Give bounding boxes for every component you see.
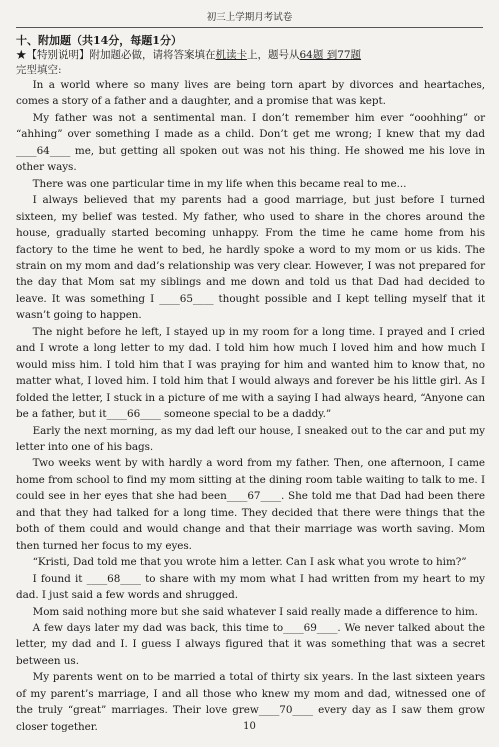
notice-mid: 上，题号从 — [247, 49, 300, 61]
notice-prefix: ★【特别说明】附加题必做，请将答案填在 — [16, 49, 216, 61]
paragraph: Two weeks went by with hardly a word from my father. Then, one afternoon, I came home from school to find my mom sitting at the dining room table waiting to talk to me. I could see in her eyes that she had been____67____. She told me that Dad had been there and that they had talked for a long time. They decided that there were things that the both of them could and would change and that their marriage was worth saving. Mom then turned her focus to my eyes. — [16, 457, 485, 552]
paragraph: In a world where so many lives are being torn apart by divorces and heartaches, comes a story of a father and a daughter, and a promise that was kept. — [16, 79, 485, 108]
subtitle: 完型填空: — [16, 64, 62, 76]
paragraph: I always believed that my parents had a good marriage, but just before I turned sixteen, my belief was tested. My father, who used to share in the chores around the house, gradually started becoming unhappy. From the time he came home from his factory to the time he went to bed, he hardly spoke a word to my mom or us kids. The strain on my mom and dad’s relationship was very clear. However, I was not prepared for the day that Mom sat my siblings and me down and told us that Dad had decided to leave. It was something I ____65____ thought possible and I kept telling myself that it wasn’t going to happen. — [16, 194, 485, 322]
paragraph: There was one particular time in my life when this became real to me... — [32, 177, 407, 190]
paragraph: “Kristi, Dad told me that you wrote him a letter. Can I ask what you wrote to him?” — [32, 556, 467, 569]
special-notice — [16, 48, 485, 63]
passage — [16, 77, 485, 735]
notice-emph-card: 机读卡 — [215, 49, 247, 61]
paragraph: The night before he left, I stayed up in my room for a long time. I prayed and I cried and I wrote a long letter to my dad. I told him how much I loved him and how much I would miss him. I told him that I was praying for him and wanted him to know that, no matter what, I loved him. I told him that I would always and forever be his little girl. As I folded the letter, I stuck in a picture of me with a saying I had always heard, “Anyone can be a father, but it____66____ someone special to be a daddy.” — [16, 325, 485, 421]
paragraph: Mom said nothing more but she said whatever I said really made a difference to him. — [32, 605, 478, 618]
paragraph: My father was not a sentimental man. I don’t remember him ever “ooohhing” or “ahhing” over something I made as a child. Don’t get me wrong; I knew that my dad ____64____ me, but getting all spoken out was not his thing. He showed me his love in other ways. — [16, 111, 485, 174]
paragraph: I found it ____68____ to share with my mom what I had written from my heart to my dad. I just said a few words and shrugged. — [16, 572, 485, 602]
header-title: 初三上学期月考试卷 — [206, 12, 293, 23]
page-number: 10 — [243, 721, 256, 732]
paragraph: A few days later my dad was back, this time to____69____. We never talked about the letter, my dad and I. I guess I always figured that it was something that was a secret between us. — [16, 621, 485, 667]
paragraph: Early the next morning, as my dad left our house, I sneaked out to the car and put my letter into one of his bags. — [16, 424, 485, 453]
notice-emph-range: 64题 到77题 — [299, 49, 362, 61]
paragraph: My parents went on to be married a total of thirty six years. In the last sixteen years of my parent’s marriage, I and all those who knew my mom and dad, witnessed one of the truly “great” marriages. Their love grew____70____ every day as I saw them grow closer together. — [16, 671, 485, 733]
section-title: 十、附加题（共14分，每题1分） — [16, 34, 182, 47]
page-header — [16, 0, 483, 28]
